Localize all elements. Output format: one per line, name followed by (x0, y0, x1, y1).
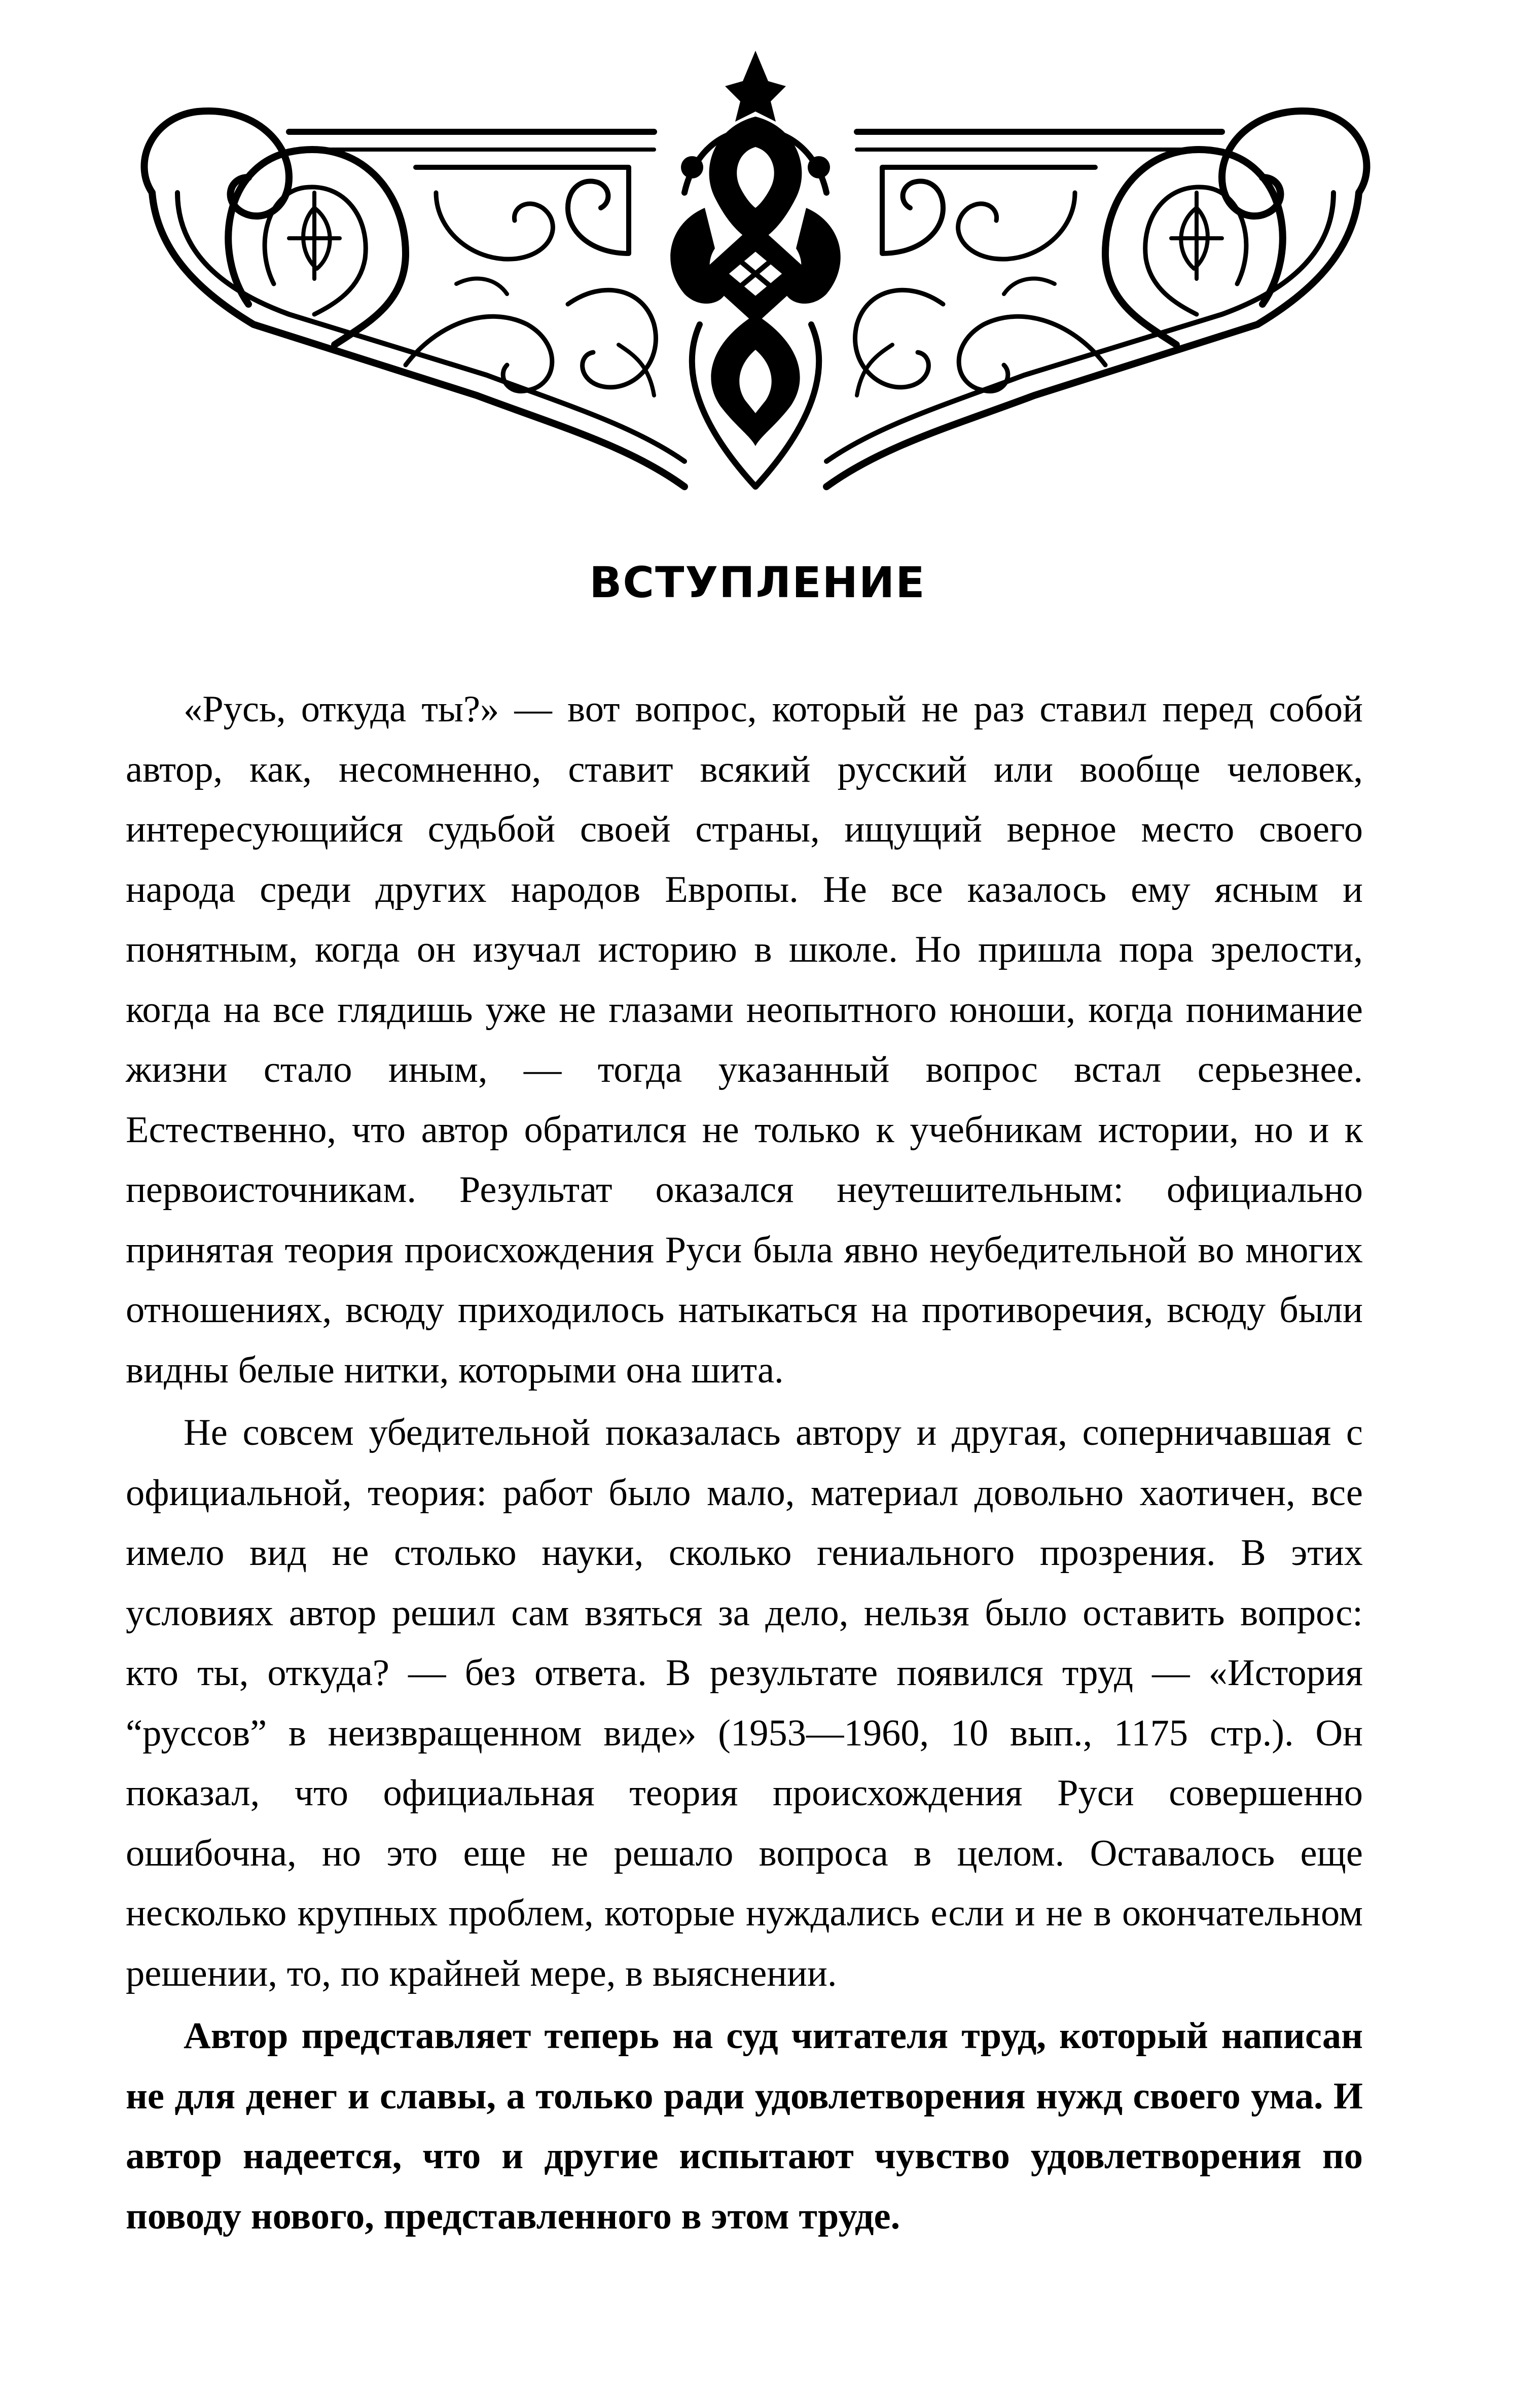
body-text (126, 679, 1363, 2246)
paragraph-3-bold: Автор представляет теперь на суд читателя труд, который написан не для денег и славы, а только ради удовлетворения нужд своего ума. И автор надеется, что и другие испытают чувство удовлетворения по поводу нового, представленного в этом труде. (126, 2015, 1363, 2237)
paragraph-2: Не совсем убедительной показалась автору и другая, соперничавшая с официальной, теория: работ было мало, материал довольно хаотичен, все имело вид не столько науки, сколько гениального прозрения. В этих условиях автор решил сам взяться за дело, нельзя было оставить вопрос: кто ты, откуда? — без ответа. В результате появился труд — «История “руссов” в неизвращенном виде» (1953—1960, 10 вып., 1175 стр.). Он показал, что официальная теория происхождения Руси совершенно ошибочна, но это еще не решало вопроса в целом. Оставалось еще несколько крупных проблем, которые нуждались если и не в окончательном решении, то, по крайней мере, в выяснении. (126, 1412, 1363, 1994)
ornamental-headpiece (122, 41, 1389, 497)
paragraph-1: «Русь, откуда ты?» — вот вопрос, который не раз ставил перед собой автор, как, несомненно, ставит всякий русский или вообще человек, интересующийся судьбой своей страны, ищущий верное место своего народа среди других народов Европы. Не все казалось ему ясным и понятным, когда он изучал историю в школе. Но пришла пора зрелости, когда на все глядишь уже не глазами неопытного юноши, когда понимание жизни стало иным, — тогда указанный вопрос встал серьезнее. Естественно, что автор обратился не только к учебникам истории, но и к первоисточникам. Результат оказался неутешительным: официально принятая теория происхождения Руси была явно неубедительной во многих отношениях, всюду приходилось натыкаться на противоречия, всюду были видны белые нитки, которыми она шита. (126, 688, 1363, 1391)
section-heading: ВСТУПЛЕНИЕ (589, 558, 926, 607)
